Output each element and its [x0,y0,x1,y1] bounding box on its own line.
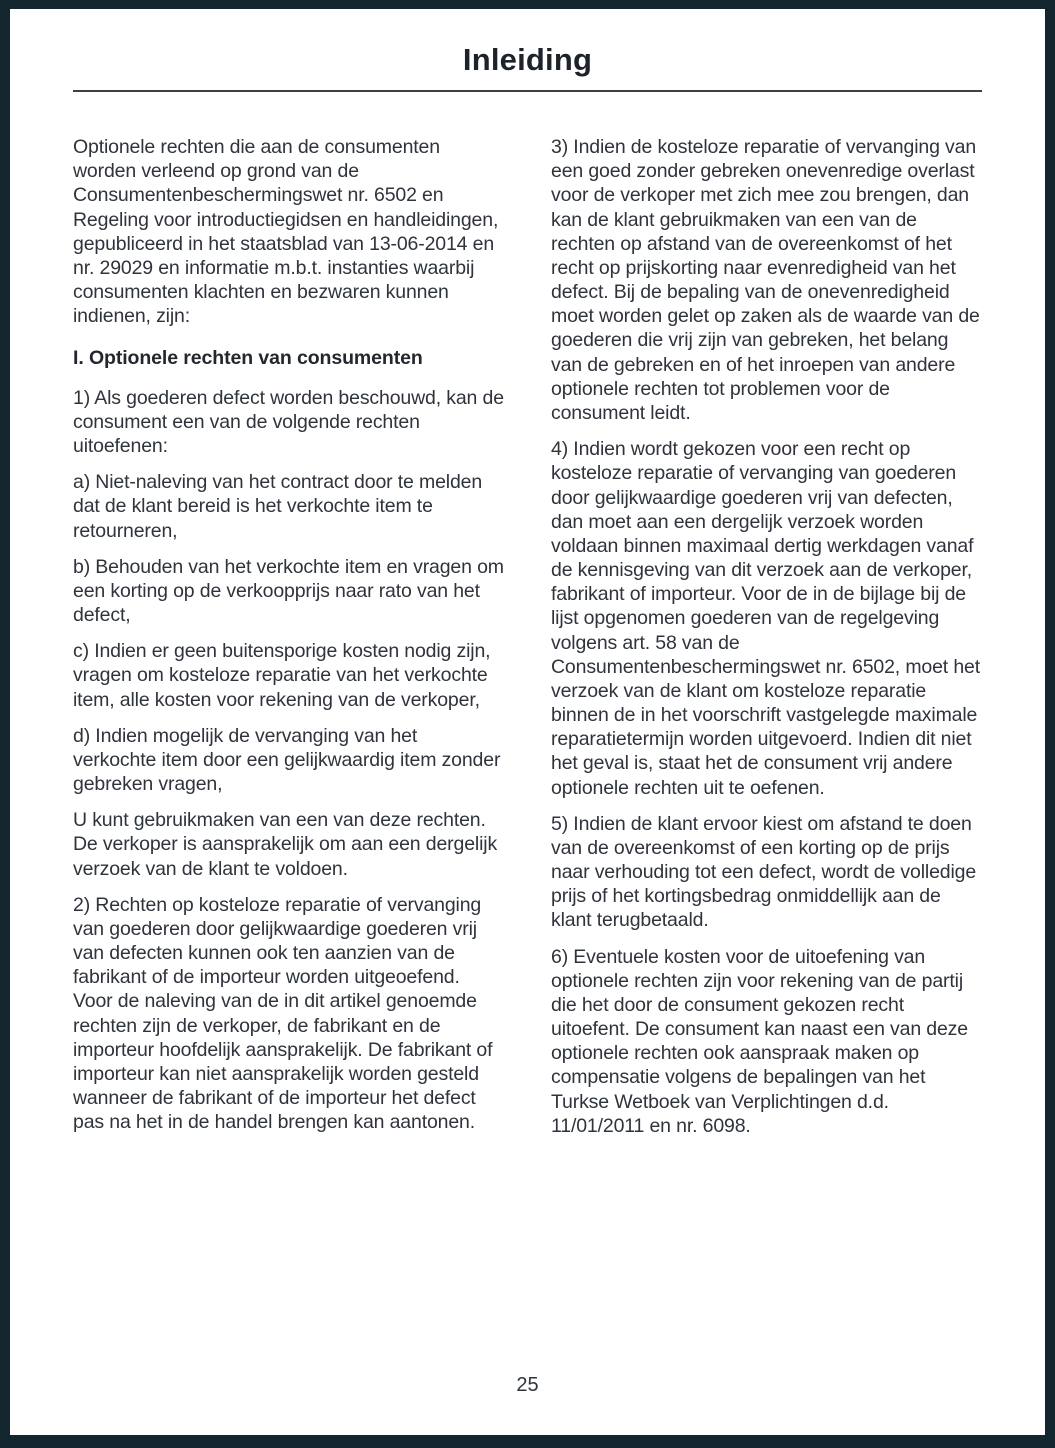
left-column [73,135,504,1150]
paragraph: 1) Als goederen defect worden beschouwd, kan de consument een van de volgende rechten uitoefenen: [73,386,504,457]
paragraph-intro: Optionele rechten die aan de consumenten worden verleend op grond van de Consumentenbeschermingswet nr. 6502 en Regeling voor introductiegidsen en handleidingen, gepubliceerd in het staatsblad van 13-06-2014 en nr. 29029 en informatie m.b.t. instanties waarbij consumenten klachten en bezwaren kunnen indienen, zijn: [73,136,499,328]
paragraph: a) Niet-naleving van het contract door te melden dat de klant bereid is het verkochte item te retourneren, [73,471,483,542]
paragraph: b) Behouden van het verkochte item en vragen om een korting op de verkoopprijs naar rato van het defect, [73,555,504,627]
paragraph: 4) Indien wordt gekozen voor een recht op kosteloze reparatie of vervanging van goederen door gelijkwaardige goederen vrij van defecten, dan moet aan een dergelijk verzoek worden voldaan binnen maximaal dertig werkdagen vanaf de kennisgeving van dit verzoek aan de verkoper, fabrikant of importeur. Voor de in de bijlage bij de lijst opgenomen goederen van de regelgeving volgens art. 58 van de Consumentenbeschermingswet nr. 6502, moet het verzoek van de klant om kosteloze reparatie binnen de in het voorschrift vastgelegde maximale reparatietermijn worden uitgevoerd. Indien dit niet het geval is, staat het de consument vrij andere optionele rechten uit te oefenen. [551,438,981,799]
page-title: Inleiding [462,42,593,77]
right-column [551,135,982,1150]
paragraph: U kunt gebruikmaken van een van deze rechten. De verkoper is aansprakelijk om aan een dergelijk verzoek van de klant te voldoen. [73,809,498,880]
paragraph: c) Indien er geen buitensporige kosten nodig zijn, vragen om kosteloze reparatie van het verkochte item, alle kosten voor rekening van de verkoper, [73,640,491,711]
paragraph: d) Indien mogelijk de vervanging van het verkochte item door een gelijkwaardig item zonder gebreken vragen, [73,724,501,796]
document-page [10,9,1045,1435]
paragraph: 5) Indien de klant ervoor kiest om afstand te doen van de overeenkomst of een korting op de prijs naar verhouding tot een defect, wordt de volledige prijs of het kortingsbedrag onmiddellijk aan de klant terugbetaald. [551,812,977,932]
section-heading: I. Optionele rechten van consumenten [73,347,423,370]
page-number: 25 [516,1374,539,1396]
page-header [73,43,982,92]
paragraph: 6) Eventuele kosten voor de uitoefening van optionele rechten zijn voor rekening van de partij die het door de consument gekozen recht uitoefent. De consument kan naast een van deze optionele rechten ook aanspraak maken op compensatie volgens de bepalingen van het Turkse Wetboek van Verplichtingen d.d. 11/01/2011 en nr. 6098. [551,945,968,1137]
paragraph: 2) Rechten op kosteloze reparatie of vervanging van goederen door gelijkwaardige goederen vrij van defecten kunnen ook ten aanzien van de fabrikant of de importeur worden uitgeoefend. Voor de naleving van de in dit artikel genoemde rechten zijn de verkoper, de fabrikant en de importeur hoofdelijk aansprakelijk. De fabrikant of importeur kan niet aansprakelijk worden gesteld wanneer de fabrikant of de importeur het defect pas na het in de handel brengen kan aantonen. [73,893,493,1134]
title-divider [73,90,982,92]
two-column-body [73,135,982,1150]
paragraph: 3) Indien de kosteloze reparatie of vervanging van een goed zonder gebreken onevenredige overlast voor de verkoper met zich mee zou brengen, dan kan de klant gebruikmaken van een van de rechten op afstand van de overeenkomst of het recht op prijskorting naar evenredigheid van het defect. Bij de bepaling van de onevenredigheid moet worden gelet op zaken als de waarde van de goederen die vrij zijn van gebreken, het belang van de gebreken en of het inroepen van andere optionele rechten tot problemen voor de consument leidt. [551,136,980,424]
